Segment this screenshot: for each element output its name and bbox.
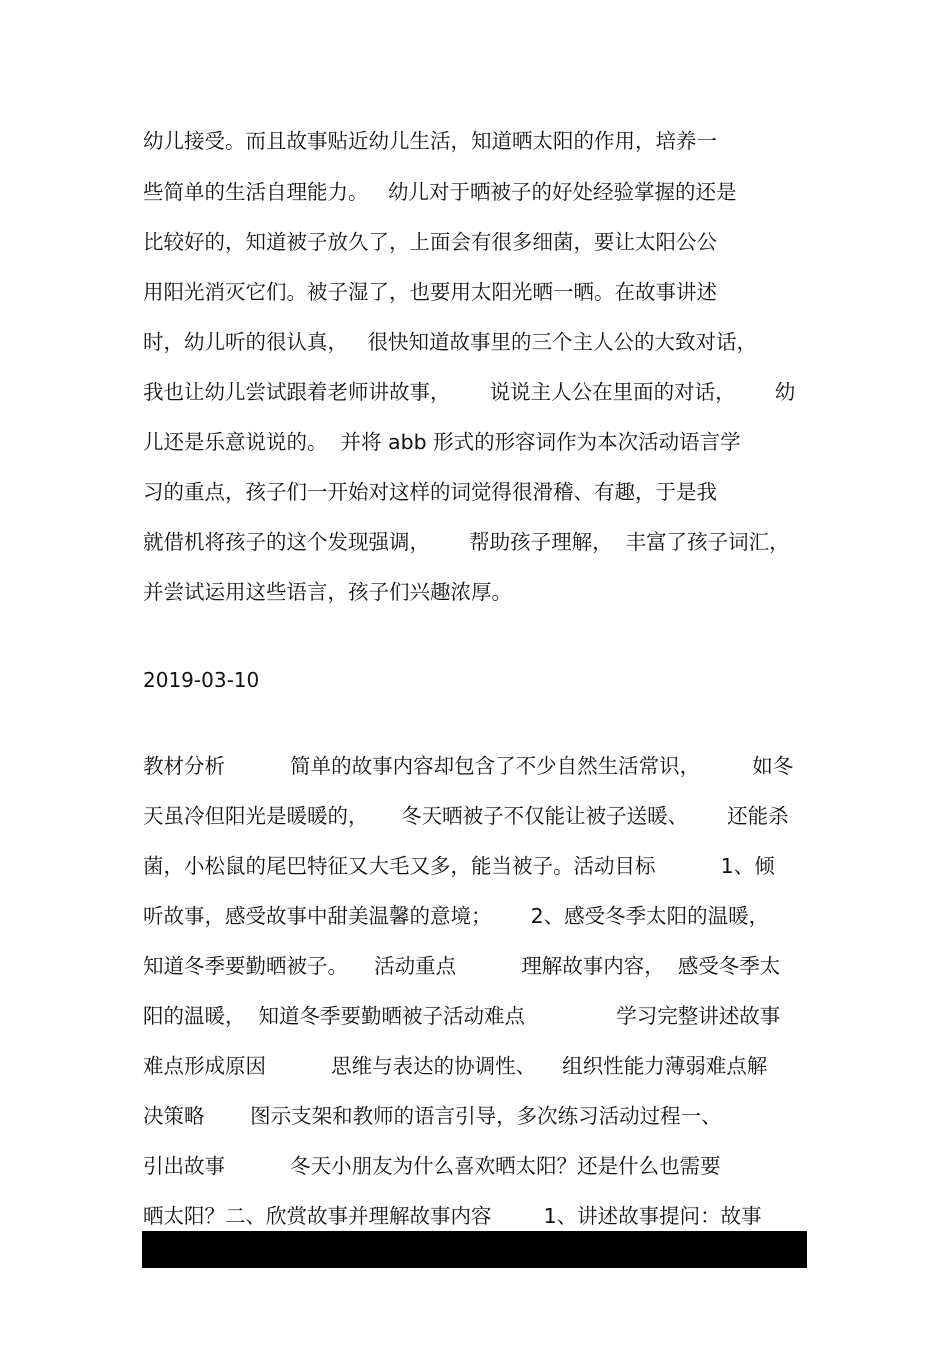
text-line: 听故事，感受故事中甜美温馨的意境； 2、感受冬季太阳的温暖， bbox=[143, 904, 770, 928]
text-line: 习的重点，孩子们一开始对这样的词觉得很滑稽、有趣，于是我 bbox=[143, 480, 717, 504]
text-line: 就借机将孩子的这个发现强调， 帮助孩子理解， 丰富了孩子词汇， bbox=[143, 530, 790, 554]
text-line: 决策略 图示支架和教师的语言引导，多次练习活动过程一、 bbox=[143, 1104, 722, 1128]
text-line: 难点形成原因 思维与表达的协调性、 组织性能力薄弱难点解 bbox=[143, 1054, 768, 1078]
text-line: 我也让幼儿尝试跟着老师讲故事， 说说主人公在里面的对话， 幼 bbox=[143, 380, 796, 404]
text-line: 知道冬季要勤晒被子。 活动重点 理解故事内容， 感受冬季太 bbox=[143, 954, 781, 978]
text-line: 天虽冷但阳光是暖暖的， 冬天晒被子不仅能让被子送暖、 还能杀 bbox=[143, 804, 789, 828]
text-line: 用阳光消灭它们。被子湿了，也要用太阳光晒一晒。在故事讲述 bbox=[143, 280, 717, 304]
text-line: 引出故事 冬天小朋友为什么喜欢晒太阳？还是什么也需要 bbox=[143, 1154, 721, 1178]
text-line: 菌，小松鼠的尾巴特征又大毛又多，能当被子。活动目标 1、倾 bbox=[143, 854, 775, 878]
text-line: 阳的温暖， 知道冬季要勤晒被子活动难点 学习完整讲述故事 bbox=[143, 1004, 781, 1028]
text-line: 并尝试运用这些语言，孩子们兴趣浓厚。 bbox=[143, 580, 512, 604]
text-line: 幼儿接受。而且故事贴近幼儿生活，知道晒太阳的作用，培养一 bbox=[143, 129, 717, 153]
redaction-bar bbox=[142, 1231, 807, 1268]
text-line: 些简单的生活自理能力。 幼儿对于晒被子的好处经验掌握的还是 bbox=[143, 180, 737, 204]
text-line: 时，幼儿听的很认真， 很快知道故事里的三个主人公的大致对话， bbox=[143, 330, 758, 354]
text-line: 晒太阳？二、欣赏故事并理解故事内容 1、讲述故事提问：故事 bbox=[143, 1204, 762, 1228]
text-line: 教材分析 简单的故事内容却包含了不少自然生活常识， 如冬 bbox=[143, 754, 794, 778]
text-line: 儿还是乐意说说的。 并将 abb 形式的形容词作为本次活动语言学 bbox=[143, 430, 741, 454]
text-line: 比较好的，知道被子放久了，上面会有很多细菌，要让太阳公公 bbox=[143, 230, 717, 254]
document-date: 2019-03-10 bbox=[143, 668, 260, 692]
